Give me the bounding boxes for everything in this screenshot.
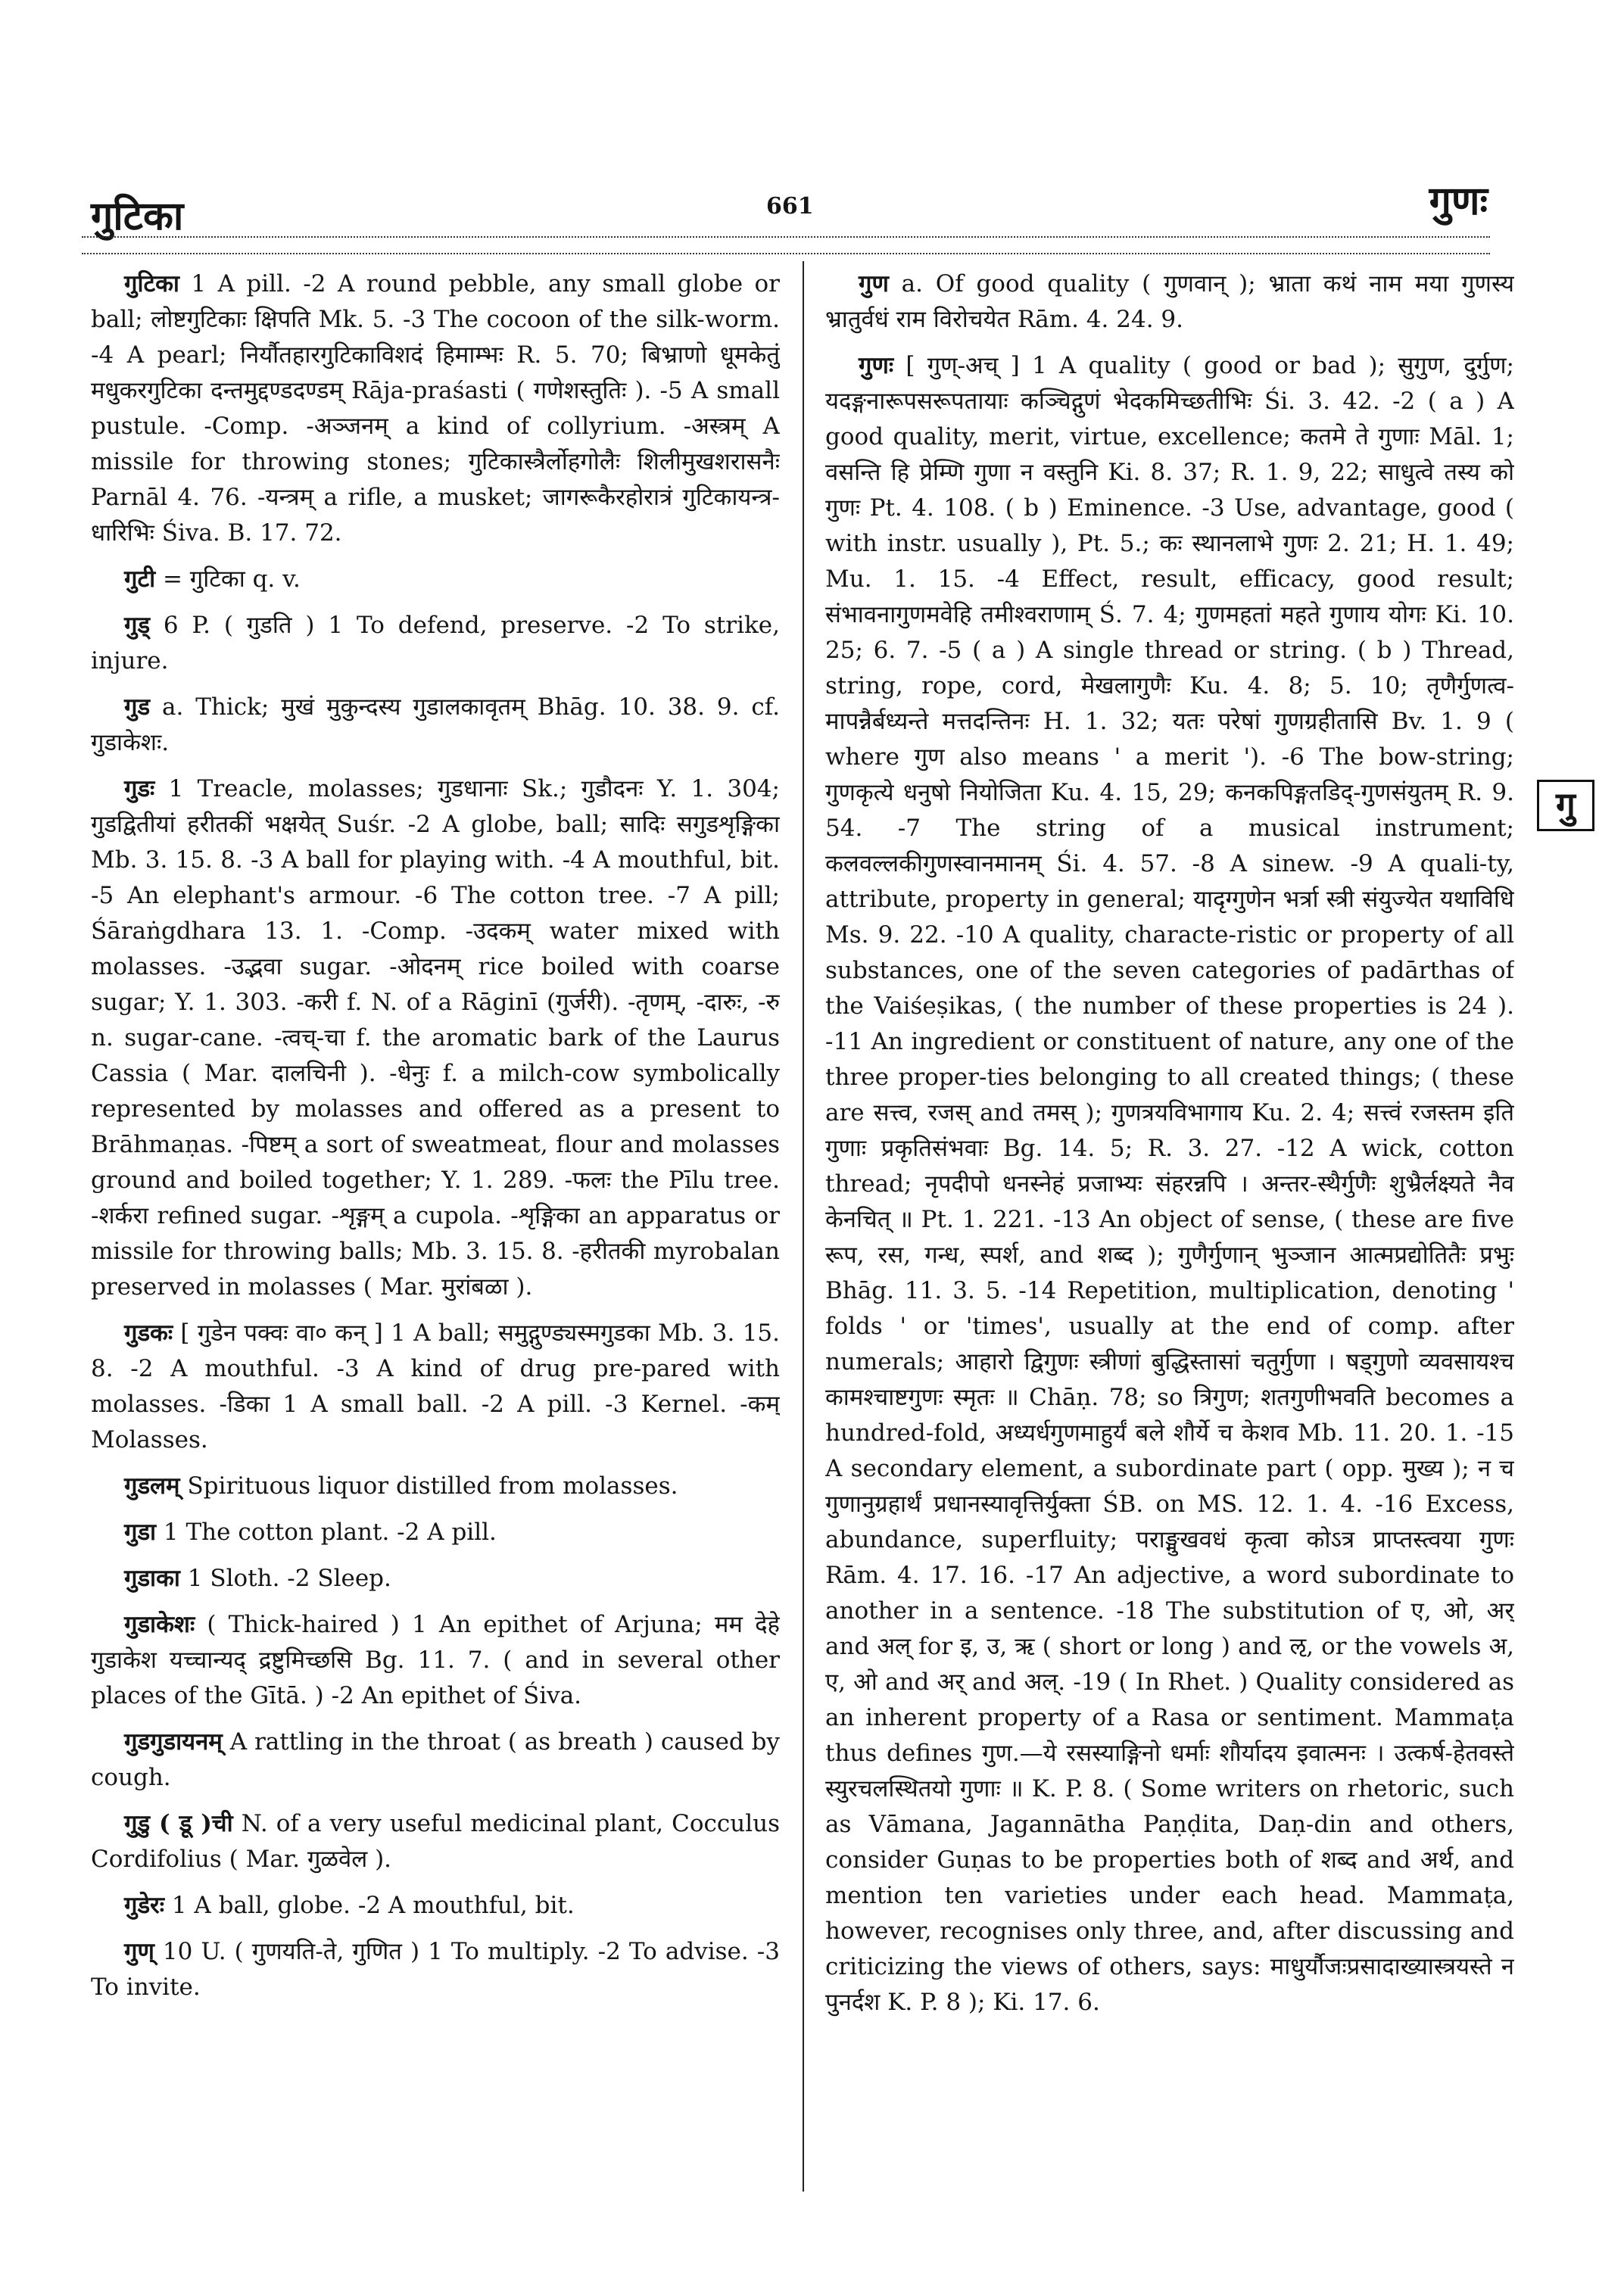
entry-definition: N. of a very useful medicinal plant, Cocculus Cordifolius ( Mar. गुळवेल ). (91, 1810, 780, 1873)
dictionary-entry (91, 266, 780, 551)
dictionary-entry (825, 348, 1514, 2020)
header-rule-bottom (82, 253, 1490, 254)
right-column (825, 266, 1514, 2189)
entry-definition: 1 A ball, globe. -2 A mouthful, bit. (164, 1892, 575, 1919)
dictionary-entry (91, 1561, 780, 1597)
dictionary-entry (91, 1806, 780, 1877)
thumb-index-tab: गु (1537, 780, 1594, 831)
entry-headword: गुडेरः (124, 1892, 164, 1919)
entry-headword: गुटी (124, 565, 156, 593)
entry-definition: 10 U. ( गुणयति-ते, गुणित ) 1 To multiply. -2 To advise. -3 To invite. (91, 1938, 780, 2001)
entry-headword: गुडलम् (124, 1472, 180, 1500)
dictionary-entry (91, 608, 780, 679)
header-headword-left: गुटिका (91, 193, 184, 239)
entry-definition: 1 A pill. -2 A round pebble, any small globe or ball; लोष्टगुटिकाः क्षिपति Mk. 5. -3 The cocoon of the silk-worm. -4 A pearl; निर्यौतहारगुटिकाविशदं हिमाम्भः R. 5. 70; बिभ्राणो धूमकेतुं मधुकरगुटिका दन्तमुद्दण्डदण्डम् Rāja-praśasti ( गणेशस्तुतिः ). -5 A small pustule. -Comp. -अञ्जनम् a kind of collyrium. -अस्त्रम् A missile for throwing stones; गुटिकास्त्रैर्लोहगोलैः शिलीमुखशरासनैः Parnāl 4. 76. -यन्त्रम् a rifle, a musket; जागरूकैरहोरात्रं गुटिकायन्त्र-धारिभिः Śiva. B. 17. 72. (91, 270, 780, 547)
entry-headword: गुडः (124, 775, 155, 802)
dictionary-entry (91, 1316, 780, 1458)
left-column (91, 266, 780, 2189)
header-rule-top (82, 236, 1490, 238)
entry-headword: गुडु ( डू )ची (124, 1810, 233, 1837)
entry-headword: गुणः (859, 352, 894, 379)
dictionary-entry (91, 562, 780, 597)
entry-definition: a. Thick; मुखं मुकुन्दस्य गुडालकावृतम् Bhāg. 10. 38. 9. cf. गुडाकेशः. (91, 693, 780, 756)
entry-headword: गुड (124, 693, 151, 721)
entry-headword: गुडकः (124, 1319, 173, 1347)
entry-headword: गुडाकेशः (124, 1611, 195, 1638)
dictionary-entry (91, 1934, 780, 2005)
entry-headword: गुण (859, 270, 889, 298)
entry-definition: [ गुण्-अच् ] 1 A quality ( good or bad ); सुगुण, दुर्गुण; यदङ्गनारूपसरूपतायाः कञ्चिद्गुणं भेदकमिच्छतीभिः Śi. 3. 42. -2 ( a ) A good quality, merit, virtue, excellence; कतमे ते गुणाः Māl. 1; वसन्ति हि प्रेम्णि गुणा न वस्तुनि Ki. 8. 37; R. 1. 9, 22; साधुत्वे तस्य को गुणः Pt. 4. 108. ( b ) Eminence. -3 Use, advantage, good ( with instr. usually ), Pt. 5.; कः स्थानलाभे गुणः 2. 21; H. 1. 49; Mu. 1. 15. -4 Effect, result, efficacy, good result; संभावनागुणमवेहि तमीश्वराणाम् Ś. 7. 4; गुणमहतां महते गुणाय योगः Ki. 10. 25; 6. 7. -5 ( a ) A single thread or string. ( b ) Thread, string, rope, cord, मेखलागुणैः Ku. 4. 8; 5. 10; तृणैर्गुणत्व-मापन्नैर्बध्यन्ते मत्तदन्तिनः H. 1. 32; यतः परेषां गुणग्रहीतासि Bv. 1. 9 ( where गुण also means ' a merit '). -6 The bow-string; गुणकृत्ये धनुषो नियोजिता Ku. 4. 15, 29; कनकपिङ्गतडिद्-गुणसंयुतम् R. 9. 54. -7 The string of a musical instrument; कलवल्लकीगुणस्वानमानम् Śi. 4. 57. -8 A sinew. -9 A quali-ty, attribute, property in general; यादृग्गुणेन भर्त्रा स्त्री संयुज्येत यथाविधि Ms. 9. 22. -10 A quality, characte-ristic or property of all substances, one of the seven categories of padārthas of the Vaiśeṣikas, ( the number of these properties is 24 ). -11 An ingredient or constituent of nature, any one of the three proper-ties belonging to all created things; ( these are सत्त्व, रजस् and तमस् ); गुणत्रयविभागाय Ku. 2. 4; सत्त्वं रजस्तम इति गुणाः प्रकृतिसंभवाः Bg. 14. 5; R. 3. 27. -12 A wick, cotton thread; नृपदीपो धनस्नेहं प्रजाभ्यः संहरन्नपि । अन्तर-स्थैर्गुणैः शुभ्रैर्लक्ष्यते नैव केनचित् ॥ Pt. 1. 221. -13 An object of sense, ( these are five रूप, रस, गन्ध, स्पर्श, and शब्द ); गुणैर्गुणान् भुञ्जान आत्मप्रद्योतितैः प्रभुः Bhāg. 11. 3. 5. -14 Repetition, multiplication, denoting ' folds ' or 'times', usually at the end of comp. after numerals; आहारो द्विगुणः स्त्रीणां बुद्धिस्तासां चतुर्गुणा । षड्गुणो व्यवसायश्च कामश्चाष्टगुणः स्मृतः ॥ Chāṇ. 78; so त्रिगुण; शतगुणीभवति becomes a hundred-fold, अध्यर्धगुणमाहुर्यं बले शौर्ये च केशव Mb. 11. 20. 1. -15 A secondary element, a subordinate part ( opp. मुख्य ); न च गुणानुग्रहार्थं प्रधानस्यावृत्तिर्युक्ता ŚB. on MS. 12. 1. 4. -16 Excess, abundance, superfluity; पराङ्मुखवधं कृत्वा कोऽत्र प्राप्तस्त्वया गुणः Rām. 4. 17. 16. -17 An adjective, a word subordinate to another in a sentence. -18 The substitution of ए, ओ, अर् and अल् for इ, उ, ऋ ( short or long ) and ऌ, or the vowels अ, ए, ओ and अर् and अल्. -19 ( In Rhet. ) Quality considered as an inherent property of a Rasa or sentiment. Mammaṭa thus defines गुण.—ये रसस्याङ्गिनो धर्माः शौर्यादय इवात्मनः । उत्कर्ष-हेतवस्ते स्युरचलस्थितयो गुणाः ॥ K. P. 8. ( Some writers on rhetoric, such as Vāmana, Jagannātha Paṇḍita, Daṇ-din and others, consider Guṇas to be properties both of शब्द and अर्थ, and mention ten varieties under each head. Mammaṭa, however, recognises only three, and, after discussing and criticizing the views of others, says: माधुर्यौजःप्रसादाख्यास्त्रयस्ते न पुनर्दश K. P. 8 ); Ki. 17. 6. (825, 352, 1514, 2016)
page-number: 661 (766, 193, 814, 220)
entry-definition: 1 The cotton plant. -2 A pill. (156, 1519, 497, 1546)
entry-definition: a. Of good quality ( गुणवान् ); भ्राता कथं नाम मया गुणस्य भ्रातुर्वधं राम विरोचयेत Rām. 4. 24. 9. (825, 270, 1514, 333)
entry-definition: 1 Treacle, molasses; गुडधानाः Sk.; गुडौदनः Y. 1. 304; गुडद्वितीयां हरीतकीं भक्षयेत् Suśr. -2 A globe, ball; सादिः सगुडशृङ्गिका Mb. 3. 15. 8. -3 A ball for playing with. -4 A mouthful, bit. -5 An elephant's armour. -6 The cotton tree. -7 A pill; Śāraṅgdhara 13. 1. -Comp. -उदकम् water mixed with molasses. -उद्भवा sugar. -ओदनम् rice boiled with coarse sugar; Y. 1. 303. -करी f. N. of a Rāginī (गुर्जरी). -तृणम्, -दारुः, -रु n. sugar-cane. -त्वच्-चा f. the aromatic bark of the Laurus Cassia ( Mar. दालचिनी ). -धेनुः f. a milch-cow symbolically represented by molasses and offered as a present to Brāhmaṇas. -पिष्टम् a sort of sweatmeat, flour and molasses ground and boiled together; Y. 1. 289. -फलः the Pīlu tree. -शर्करा refined sugar. -शृङ्गम् a cupola. -शृङ्गिका an apparatus or missile for throwing balls; Mb. 3. 15. 8. -हरीतकी myrobalan preserved in molasses ( Mar. मुरांबळा ). (91, 775, 780, 1301)
dictionary-entry (825, 266, 1514, 338)
running-header (0, 0, 1624, 250)
entry-definition: Spirituous liquor distilled from molasses. (179, 1472, 678, 1500)
dictionary-entry (91, 1515, 780, 1550)
entry-definition: A rattling in the throat ( as breath ) caused by cough. (91, 1728, 780, 1791)
entry-definition: [ गुडेन पक्वः वा० कन् ] 1 A ball; समुद्गुण्ड्यस्मगुडका Mb. 3. 15. 8. -2 A mouthful. -3 A kind of drug pre-pared with molasses. -डिका 1 A small ball. -2 A pill. -3 Kernel. -कम् Molasses. (91, 1319, 780, 1453)
entry-headword: गुण् (124, 1938, 154, 1965)
entry-definition: 6 P. ( गुडति ) 1 To defend, preserve. -2 To strike, injure. (91, 612, 780, 675)
entry-headword: गुडा (124, 1519, 157, 1546)
entry-headword: गुड् (124, 612, 151, 639)
dictionary-entry (91, 1888, 780, 1924)
dictionary-entry (91, 690, 780, 761)
entry-definition: ( Thick-haired ) 1 An epithet of Arjuna; मम देहे गुडाकेश यच्चान्यद् द्रष्टुमिच्छसि Bg. 11. 7. ( and in several other places of the Gītā. ) -2 An epithet of Śiva. (91, 1611, 780, 1709)
dictionary-entry (91, 771, 780, 1305)
entry-headword: गुडाका (124, 1565, 180, 1592)
header-headword-right: गुणः (1429, 178, 1488, 224)
entry-headword: गुटिका (124, 270, 179, 298)
dictionary-entry (91, 1469, 780, 1504)
dictionary-entry (91, 1607, 780, 1714)
dictionary-entry (91, 1724, 780, 1796)
entry-headword: गुडगुडायनम् (124, 1728, 223, 1756)
column-divider (803, 261, 804, 2192)
entry-definition: 1 Sloth. -2 Sleep. (179, 1565, 391, 1592)
entry-definition: = गुटिका q. v. (155, 565, 301, 593)
